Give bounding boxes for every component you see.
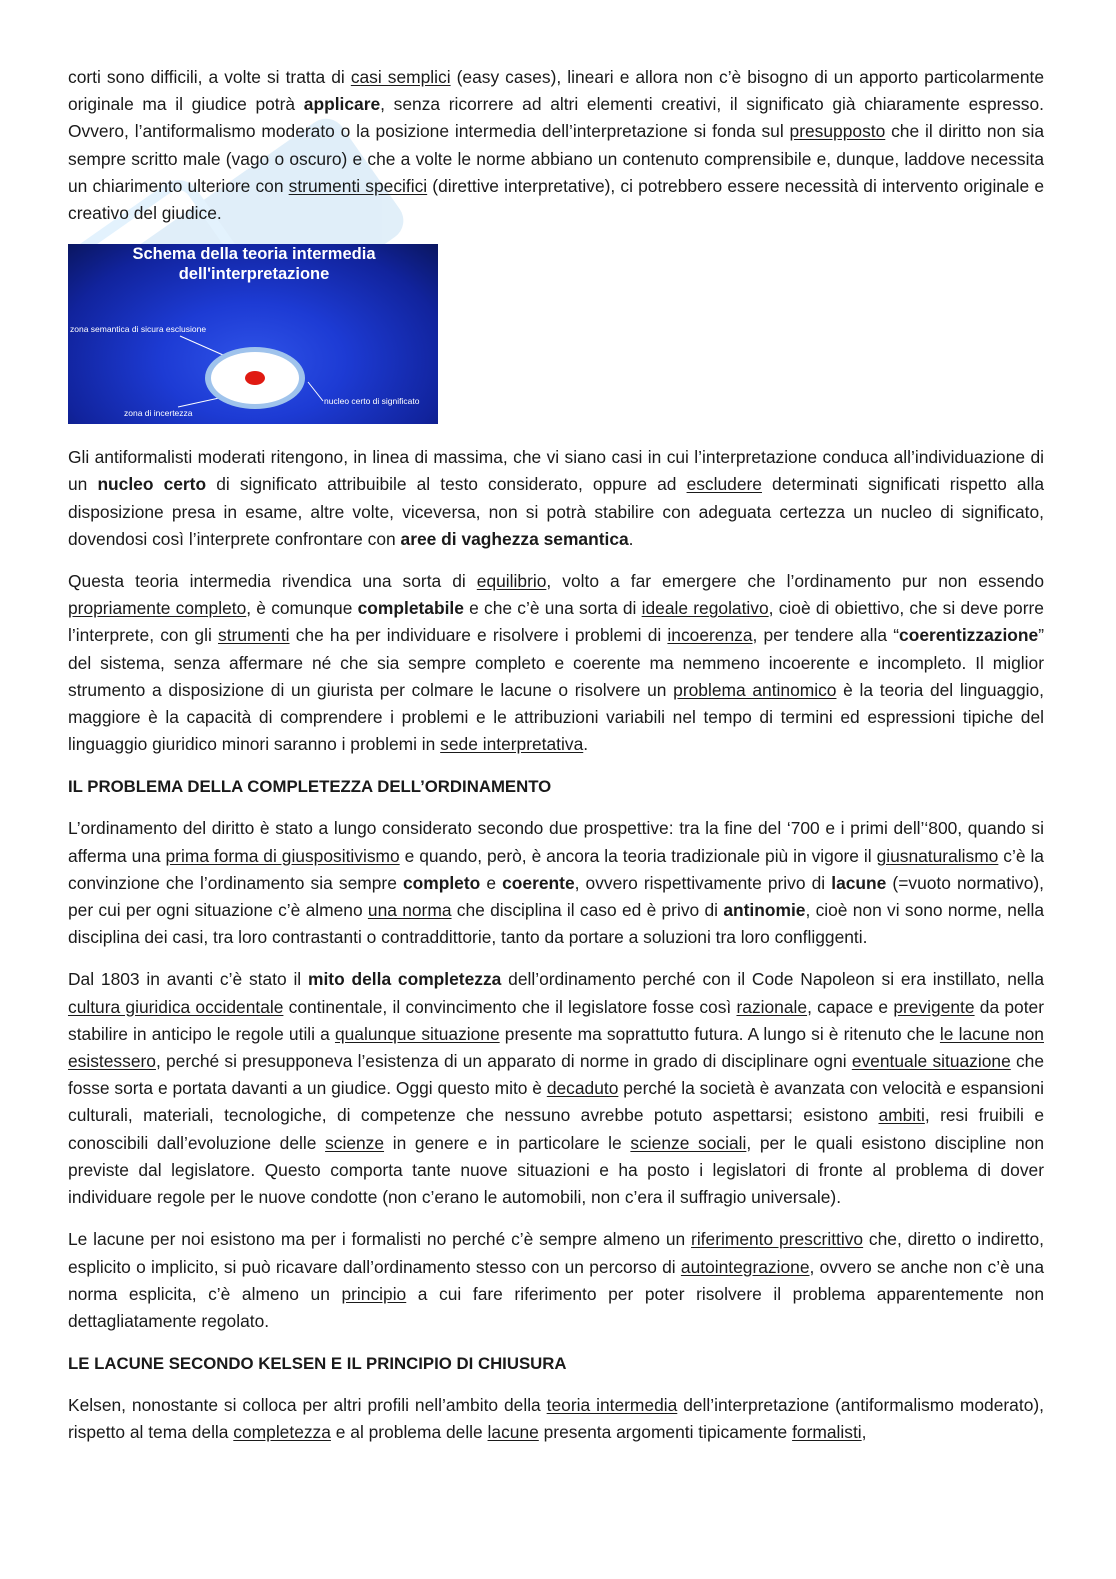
underlined-text: problema antinomico [673,679,837,700]
text: corti sono difficili, a volte si tratta di [68,67,351,87]
text: (direttive interpretative), ci potrebbero essere necessità di intervento originale e creativo del giudice. [68,175,1044,224]
underlined-text: ambiti [878,1105,925,1126]
document-page [68,64,1044,1447]
text: presenta argomenti tipicamente [538,1422,793,1443]
text: che il diritto non sia sempre scritto male (vago o oscuro) e che a volte le norme abbiano un contenuto comprensibile e, dunque, laddove necessita un chiarimento ulteriore con [68,121,1044,196]
underlined-text: ideale regolativo [641,598,769,619]
underlined-text: cultura giuridica occidentale [68,996,284,1017]
diagram-figure [68,244,438,424]
underlined-text: strumenti [218,625,290,646]
text: Kelsen, nonostante si colloca per altri profili nell’ambito della [68,1395,547,1416]
text: , ovvero rispettivamente privo di [574,872,832,893]
bold-text: coerente [502,872,575,893]
text: Dal 1803 in avanti c’è stato il [68,969,308,990]
underlined-text: razionale [736,996,808,1017]
text: che fosse sorta e portata davanti a un giudice. Oggi questo mito è [68,1051,1044,1099]
text: , volto a far emergere che l’ordinamento pur non essendo [546,571,1044,592]
text: , per le quali esistono discipline non previste dal legislatore. Questo comporta tante nuove situazioni e ha posto i legislatori di fronte al problema di dover individuare regole per le nuove condotte (non c’erano le automobili, non c’era il suffragio universale). [68,1132,1044,1208]
underlined-text: eventuale situazione [851,1051,1011,1072]
text: presente ma soprattutto futura. A lungo si è ritenuto che [499,1023,940,1044]
text: e al problema delle [330,1422,488,1443]
text: , per tendere alla “ [752,625,900,646]
text: a cui fare riferimento per poter risolvere il problema apparentemente non dettagliatamente regolato. [68,1283,1044,1331]
underlined-text: le lacune non esistessero [68,1023,1044,1072]
text: Questa teoria intermedia rivendica una sorta di [68,571,477,592]
underlined-text: prima forma di giuspositivismo [165,845,400,866]
text: , capace e [807,996,894,1017]
text: (=vuoto normativo), per cui per ogni situazione c’è almeno [68,872,1044,921]
bold-text: coerentizzazione [899,625,1039,646]
underlined-text: propriamente completo [68,598,247,619]
underlined-text: giusnaturalismo [876,845,999,866]
text: (easy cases), lineari e allora non c’è bisogno di un apporto particolarmente originale ma il giudice potrà [68,67,1045,115]
bold-text: mito della completezza [307,969,502,990]
label-exclusion-zone: zona semantica di sicura esclusione [70,324,207,335]
bold-text: completo [402,872,481,893]
text: , perché si presupponeva l’esistenza di un apparato di norme in grado di disciplinare ogni [155,1051,852,1072]
underlined-text: formalisti [792,1422,862,1443]
paragraph-6 [68,1226,1044,1335]
underlined-text: casi semplici [350,67,451,87]
text: Gli antiformalisti moderati ritengono, in linea di massima, che vi siano casi in cui l’interpretazione conduca all’individuazione di un [68,447,1044,495]
section-heading-completeness: IL PROBLEMA DELLA COMPLETEZZA DELL’ORDINAMENTO [68,777,552,797]
text: continentale, il convincimento che il legislatore fosse così [283,996,737,1017]
underlined-text: decaduto [546,1078,619,1099]
text: di significato attribuibile al testo considerato, oppure ad [206,474,687,495]
text: , senza ricorrere ad altri elementi creativi, il significato già chiaramente espresso. Ovvero, l’antiformalismo moderato o la posizione intermedia dell’interpretazione si fonda sul [68,94,1044,142]
text: che disciplina il caso ed è privo di [451,900,724,921]
underlined-text: incoerenza [667,625,753,646]
core-dot [245,371,265,385]
text: determinati significati rispetto alla disposizione presa in esame, altre volte, viceversa, non si potrà stabilire con adeguata certezza un nucleo di significato, dovendosi così l’interprete confrontare con [68,474,1044,549]
underlined-text: strumenti specifici [288,175,428,196]
underlined-text: scienze [325,1132,385,1153]
label-uncertainty-zone: zona di incertezza [124,408,193,419]
underlined-text: completezza [233,1422,331,1443]
underlined-text: autointegrazione [680,1256,810,1277]
text: , è comunque [246,598,358,619]
bold-text: aree di vaghezza semantica [400,528,629,549]
paragraph-7 [68,1392,1044,1446]
text: che, diretto o indiretto, esplicito o implicito, si può ricavare dall’ordinamento stesso con un percorso di [68,1229,1044,1277]
label-core: nucleo certo di significato [324,396,420,407]
paragraph-4 [68,815,1044,951]
text: e [480,872,503,893]
bold-text: completabile [357,598,464,619]
underlined-text: teoria intermedia [546,1395,678,1416]
text: , cioè non vi sono norme, nella disciplina dei casi, tra loro contrastanti o contraddittorie, tanto da portare a soluzioni tra loro confliggenti. [68,900,1045,948]
section-heading-kelsen: LE LACUNE SECONDO KELSEN E IL PRINCIPIO DI CHIUSURA [68,1354,567,1374]
text: da poter stabilire in anticipo le regole utili a [68,996,1045,1044]
bold-text: antinomie [723,900,806,921]
underlined-text: sede interpretativa [440,734,584,755]
underlined-text: lacune [487,1422,539,1443]
text: è la teoria del linguaggio, maggiore è la capacità di comprendere i problemi e le attribuzioni variabili nel tempo di termini ed espressioni tipiche del linguaggio giuridico minori saranno i problemi in [68,679,1044,755]
text: , cioè di obiettivo, che si deve porre l’interprete, con gli [68,598,1044,646]
paragraph-1 [68,64,1044,227]
text: Le lacune per noi esistono ma per i formalisti no perché c’è sempre almeno un [68,1229,692,1250]
text: ” del sistema, senza affermare né che sia sempre completo e coerente ma nemmeno incoerente e incompleto. Il miglior strumento a disposizione di un giurista per colmare le lacune o risolvere un [68,625,1044,700]
text: . [628,528,634,549]
bold-text: applicare [303,94,381,115]
underlined-text: escludere [686,474,762,495]
figure-title: Schema della teoria intermedia dell'interpretazione [132,245,376,284]
bold-text: lacune [831,872,887,893]
underlined-text: riferimento prescrittivo [691,1229,864,1250]
underlined-text: scienze sociali [630,1132,747,1153]
text: dell’interpretazione (antiformalismo moderato), rispetto al tema della [68,1395,1044,1443]
paragraph-2 [68,444,1044,553]
text: . [583,734,589,755]
bold-text: nucleo certo [97,474,207,495]
text: , [861,1422,867,1443]
pointer-line-core [308,382,323,401]
underlined-text: una norma [367,900,452,921]
text: e che c’è una sorta di [463,598,642,619]
underlined-text: qualunque situazione [334,1023,500,1044]
underlined-text: previgente [893,996,975,1017]
text: che ha per individuare e risolvere i problemi di [289,625,668,646]
text: e quando, però, è ancora la teoria tradizionale più in vigore il [399,845,877,866]
text: in genere e in particolare le [384,1132,631,1153]
paragraph-5 [68,966,1044,1211]
text: perché la società è avanzata con velocità e espansioni culturali, materiali, tecnologiche, di competenze che nessuno avrebbe potuto aspettarsi; esistono [68,1078,1044,1126]
text: L’ordinamento del diritto è stato a lungo considerato secondo due prospettive: tra la fine del ‘700 e i primi dell’‘800, quando si afferma una [68,818,1044,866]
text: , resi fruibili e conoscibili dall’evoluzione delle [68,1105,1044,1153]
underlined-text: presupposto [789,121,886,142]
text: c’è la convinzione che l’ordinamento sia sempre [68,845,1044,893]
paragraph-3 [68,568,1044,758]
underlined-text: equilibrio [476,571,547,592]
underlined-text: principio [341,1283,407,1304]
text: , ovvero se anche non c’è una norma esplicita, c’è almeno un [68,1256,1044,1304]
text: dell’ordinamento perché con il Code Napoleon si era instillato, nella [501,969,1044,990]
